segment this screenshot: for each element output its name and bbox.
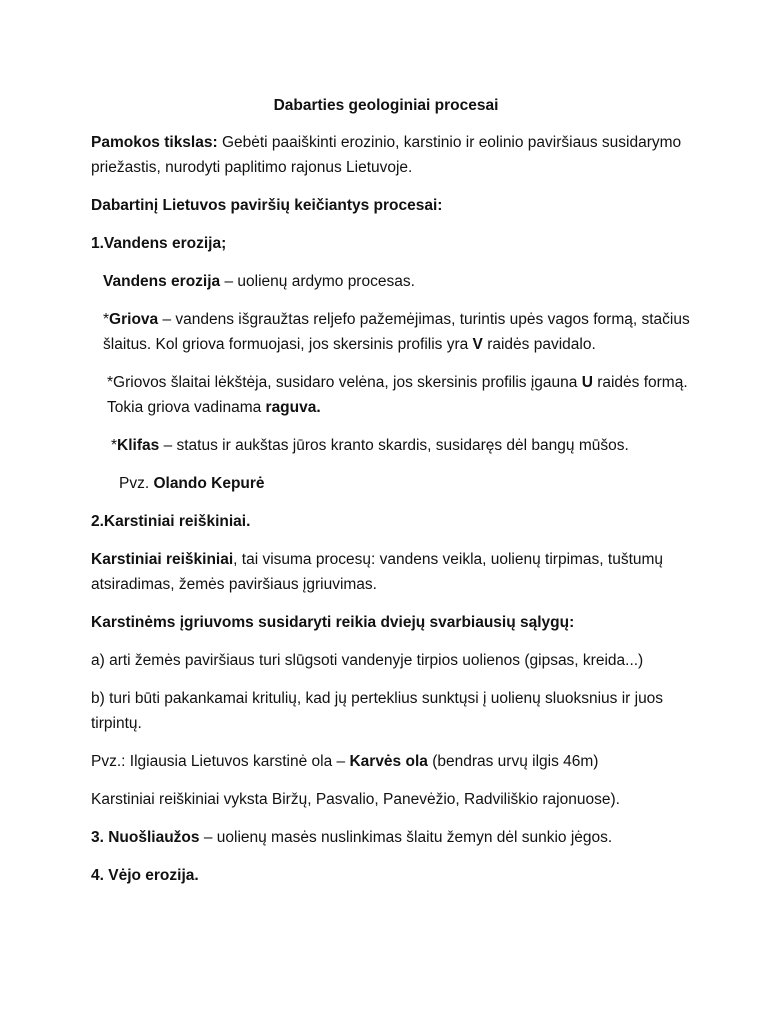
erosion-definition: Vandens erozija – uolienų ardymo procesas.	[103, 273, 415, 290]
section-1-heading: 1.Vandens erozija;	[91, 235, 227, 252]
klifas-definition: *Klifas – status ir aukštas jūros kranto skardis, susidaręs dėl bangų mūšos.	[111, 437, 629, 454]
section-3-label: 3. Nuošliaužos	[91, 829, 200, 846]
section-2-heading: 2.Karstiniai reiškiniai.	[91, 513, 251, 530]
griova-letter: V	[472, 336, 483, 353]
klifas-term: Klifas	[117, 437, 160, 454]
lesson-goal-text: Gebėti paaiškinti erozinio, karstinio ir eolinio paviršiaus susidarymo priežastis, nurodyti paplitimo rajonus Lietuvoje.	[91, 134, 682, 176]
lesson-goal-label: Pamokos tikslas:	[91, 134, 218, 151]
document-body	[91, 93, 691, 901]
lesson-goal-paragraph	[91, 130, 691, 180]
section-3-paragraph: 3. Nuošliaužos – uolienų masės nuslinkimas šlaitu žemyn dėl sunkio jėgos.	[91, 829, 613, 846]
processes-heading: Dabartinį Lietuvos paviršių keičiantys procesai:	[91, 197, 443, 214]
karst-regions: Karstiniai reiškiniai vyksta Biržų, Pasvalio, Panevėžio, Radviliškio rajonuose).	[91, 791, 620, 808]
condition-b: b) turi būti pakankamai kritulių, kad jų perteklius sunktųsi į uolienų sluoksnius ir juos tirpintų.	[91, 690, 664, 732]
section-4-heading: 4. Vėjo erozija.	[91, 867, 199, 884]
document-title: Dabarties geologiniai procesai	[273, 97, 499, 114]
example-olando-kepure: Pvz. Olando Kepurė	[119, 475, 265, 492]
karst-definition: Karstiniai reiškiniai, tai visuma procesų: vandens veikla, uolienų tirpimas, tuštumų atsiradimas, žemės paviršiaus įgriuvimas.	[91, 551, 664, 593]
raguva-definition: *Griovos šlaitai lėkštėja, susidaro velėna, jos skersinis profilis įgauna U raidės formą. Tokia griova vadinama raguva.	[107, 374, 688, 416]
condition-a: a) arti žemės paviršiaus turi slūgsoti vandenyje tirpios uolienos (gipsas, kreida...)	[91, 652, 644, 669]
griova-definition: *Griova – vandens išgraužtas reljefo pažemėjimas, turintis upės vagos formą, stačius šlaitus. Kol griova formuojasi, jos skersinis profilis yra V raidės pavidalo.	[103, 311, 690, 353]
karst-term: Karstiniai reiškiniai	[91, 551, 234, 568]
conditions-heading: Karstinėms įgriuvoms susidaryti reikia dviejų svarbiausių sąlygų:	[91, 614, 575, 631]
griova-term: Griova	[109, 311, 159, 328]
raguva-letter: U	[581, 374, 593, 391]
raguva-term: raguva.	[265, 399, 321, 416]
erosion-term: Vandens erozija	[103, 273, 221, 290]
example-karves-ola: Pvz.: Ilgiausia Lietuvos karstinė ola – Karvės ola (bendras urvų ilgis 46m)	[91, 753, 599, 770]
